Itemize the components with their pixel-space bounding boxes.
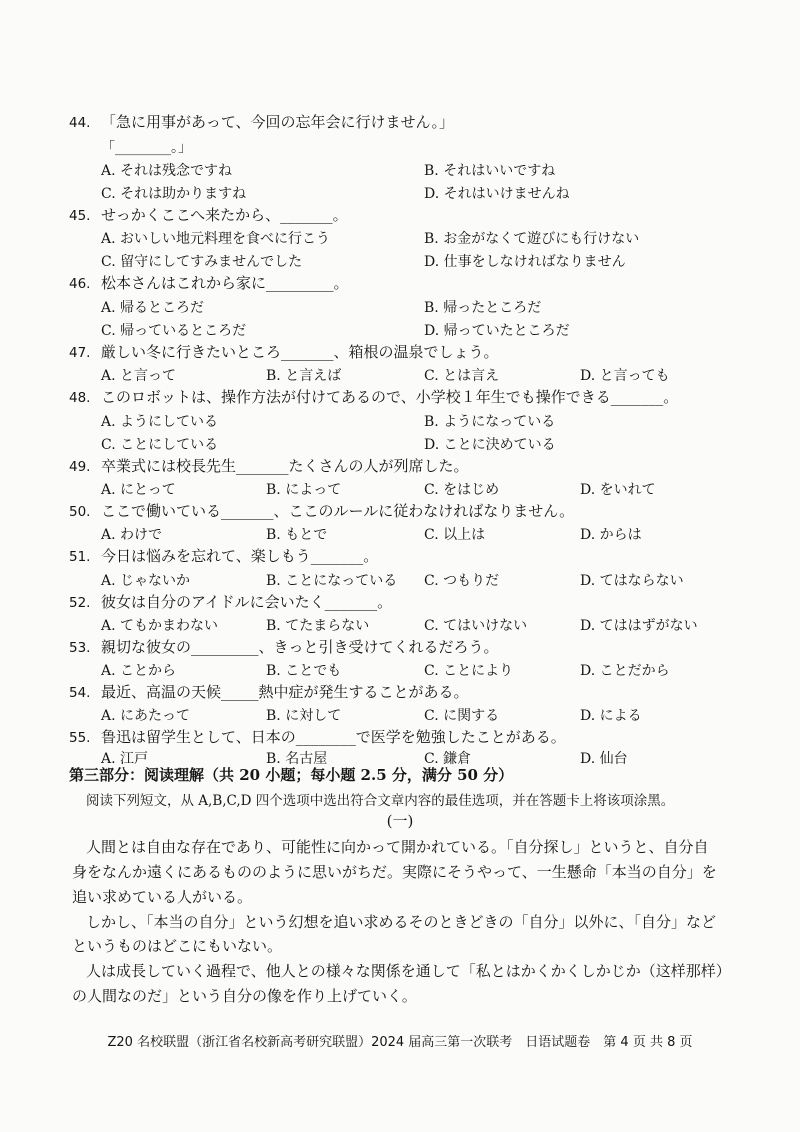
question-50 xyxy=(69,500,574,521)
option-c: C. それは助かりますね xyxy=(101,186,247,202)
question-stem: 最近、高温の天候_____熱中症が発生することがある。 xyxy=(101,683,469,701)
option-b: B. お金がなくて遊びにも行けない xyxy=(424,231,640,247)
passage-line: というものはどこにもいない。 xyxy=(72,937,283,955)
passage-line: 追い求めている人がいる。 xyxy=(72,888,253,906)
option-b: B. もとで xyxy=(266,527,328,543)
question-number: 52. xyxy=(69,595,91,611)
option-c: C. 留守にしてすみませんでした xyxy=(101,254,303,270)
passage-line: しかし、「本当の自分」という幻想を追い求めるそのときどきの「自分」以外に、「自分」など xyxy=(86,913,717,931)
option-b: B. てたまらない xyxy=(266,618,370,634)
option-c: C. に関する xyxy=(424,708,500,724)
question-stem: 今日は悩みを忘れて、楽しもう_______。 xyxy=(101,547,379,565)
question-number: 46. xyxy=(69,276,91,292)
option-c: C. てはいけない xyxy=(424,618,528,634)
question-stem: 松本さんはこれから家に_________。 xyxy=(101,274,349,292)
option-a: A. ことから xyxy=(101,663,177,679)
option-c: C. とは言え xyxy=(424,368,500,384)
question-53 xyxy=(69,636,499,657)
option-d: D. による xyxy=(580,708,642,724)
passage-line: 人間とは自由な存在であり、可能性に向かって開かれている。「自分探し」というと、自分自 xyxy=(86,838,709,856)
question-number: 55. xyxy=(69,730,91,746)
option-b: B. 帰ったところだ xyxy=(424,300,542,316)
option-d: D. からは xyxy=(580,527,642,543)
section-instruction: 阅读下列短文，从 A,B,C,D 四个选项中选出符合文章内容的最佳选项，并在答题卡上将该项涂黑。 xyxy=(86,793,675,809)
passage-number: (一) xyxy=(386,812,414,830)
question-stem: 彼女は自分のアイドルに会いたく_______。 xyxy=(101,593,393,611)
option-c: C. をはじめ xyxy=(424,482,500,498)
question-52 xyxy=(69,591,392,612)
section-title: 第三部分：阅读理解（共 20 小题；每小题 2.5 分，满分 50 分） xyxy=(69,766,514,784)
question-stem: 厳しい冬に行きたいところ_______、箱根の温泉でしょう。 xyxy=(101,343,499,361)
question-number: 53. xyxy=(69,640,91,656)
question-54 xyxy=(69,681,469,702)
option-b: B. ことになっている xyxy=(266,573,398,589)
question-number: 47. xyxy=(69,345,91,361)
page-footer: Z20 名校联盟（浙江省名校新高考研究联盟）2024 届高三第一次联考 日语试题卷 第 4 页 共 8 页 xyxy=(107,1035,693,1050)
question-46 xyxy=(69,272,349,293)
option-d: D. 帰っていたところだ xyxy=(424,323,570,339)
option-a: A. 江戸 xyxy=(101,751,149,767)
option-a: A. にあたって xyxy=(101,708,191,724)
question-48 xyxy=(69,386,678,407)
question-45 xyxy=(69,204,348,225)
question-number: 44. xyxy=(69,115,91,131)
option-b: B. ようになっている xyxy=(424,414,556,430)
option-b: B. ことでも xyxy=(266,663,342,679)
option-a: A. じゃないか xyxy=(101,573,191,589)
option-b: B. と言えば xyxy=(266,368,342,384)
question-stem: このロボットは、操作方法が付けてあるので、小学校１年生でも操作できる_______。 xyxy=(101,388,679,406)
passage-line: 身をなんか遠くにあるもののように思いがちだ。実際にそうやって、一生懸命「本当の自分」を xyxy=(72,863,717,881)
option-b: B. それはいいですね xyxy=(424,163,556,179)
option-a: A. ようにしている xyxy=(101,414,219,430)
option-a: A. と言って xyxy=(101,368,177,384)
question-stem: 鲁迅は留学生として、日本の________で医学を勉強したことがある。 xyxy=(101,728,566,746)
option-c: C. 鎌倉 xyxy=(424,751,472,767)
question-47 xyxy=(69,341,499,362)
option-c: C. 帰っているところだ xyxy=(101,323,247,339)
option-c: C. ことにより xyxy=(424,663,514,679)
option-c: C. つもりだ xyxy=(424,573,500,589)
question-stem: 卒業式には校長先生_______たくさんの人が列席した。 xyxy=(101,457,469,475)
option-c: C. 以上は xyxy=(424,527,486,543)
question-number: 45. xyxy=(69,208,91,224)
answer-blank-line: 「________。」 xyxy=(101,140,192,156)
option-d: D. 仕事をしなければなりません xyxy=(424,254,626,270)
option-b: B. によって xyxy=(266,482,342,498)
question-number: 54. xyxy=(69,685,91,701)
option-a: A. 帰るところだ xyxy=(101,300,205,316)
question-number: 49. xyxy=(69,459,91,475)
question-stem: 「急に用事があって、今回の忘年会に行けません。」 xyxy=(101,113,454,131)
option-c: C. ことにしている xyxy=(101,437,219,453)
question-55 xyxy=(69,726,566,747)
question-number: 50. xyxy=(69,504,91,520)
option-a: A. てもかまわない xyxy=(101,618,219,634)
option-d: D. ことに決めている xyxy=(424,437,556,453)
passage-line: の人間なのだ」という自分の像を作り上げていく。 xyxy=(72,987,417,1005)
option-d: D. てははずがない xyxy=(580,618,698,634)
option-b: B. 名古屋 xyxy=(266,751,328,767)
option-a: A. それは残念ですね xyxy=(101,163,233,179)
option-d: D. と言っても xyxy=(580,368,670,384)
option-d: D. をいれて xyxy=(580,482,656,498)
option-a: A. おいしい地元料理を食べに行こう xyxy=(101,231,331,247)
question-49 xyxy=(69,455,469,476)
option-a: A. わけで xyxy=(101,527,163,543)
question-number: 48. xyxy=(69,390,91,406)
question-number: 51. xyxy=(69,549,91,565)
option-d: D. てはならない xyxy=(580,573,684,589)
question-stem: せっかくここへ来たから、_______。 xyxy=(101,206,348,224)
option-d: D. 仙台 xyxy=(580,751,628,767)
question-stem: 親切な彼女の_________、きっと引き受けてくれるだろう。 xyxy=(101,638,499,656)
question-51 xyxy=(69,545,378,566)
question-44 xyxy=(69,111,454,132)
option-d: D. それはいけませんね xyxy=(424,186,570,202)
option-a: A. にとって xyxy=(101,482,176,498)
question-stem: ここで働いている_______、ここのルールに従わなければなりません。 xyxy=(101,502,575,520)
option-d: D. ことだから xyxy=(580,663,670,679)
option-b: B. に対して xyxy=(266,708,342,724)
passage-line: 人は成長していく過程で、他人との様々な関係を通して「私とはかくかくしかじか（这样那样） xyxy=(86,962,731,980)
